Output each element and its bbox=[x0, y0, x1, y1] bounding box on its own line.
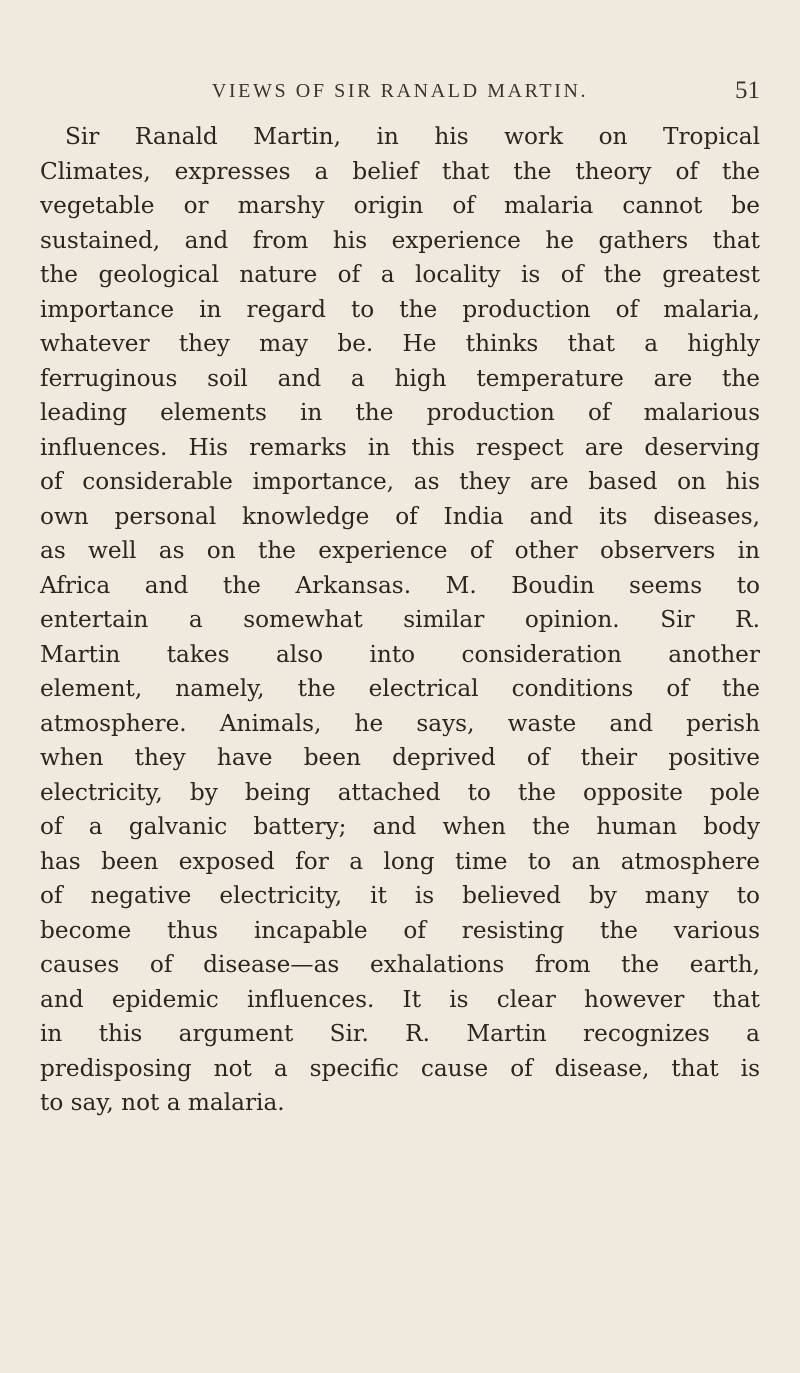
text-line: has been exposed for a long time to an atmosphere bbox=[40, 847, 760, 875]
text-line: electricity, by being attached to the opposite pole bbox=[40, 778, 760, 806]
text-line: in this argument Sir. R. Martin recognizes a bbox=[40, 1020, 760, 1047]
text-line: leading elements in the production of malarious bbox=[40, 399, 760, 426]
text-line: of a galvanic battery; and when the human body bbox=[40, 813, 760, 840]
text-line: causes of disease—as exhalations from the earth, bbox=[40, 951, 760, 978]
text-line: own personal knowledge of India and its diseases, bbox=[40, 502, 760, 530]
text-line: the geological nature of a locality is of the greatest bbox=[40, 261, 760, 288]
text-line: become thus incapable of resisting the various bbox=[40, 916, 760, 944]
paragraph bbox=[40, 120, 760, 1121]
running-title: VIEWS OF SIR RANALD MARTIN. bbox=[211, 80, 589, 102]
text-line: of negative electricity, it is believed by many to bbox=[40, 882, 760, 909]
text-line: Climates, expresses a belief that the theory of the bbox=[40, 157, 760, 185]
text-line: sustained, and from his experience he gathers that bbox=[40, 226, 760, 254]
text-line: influences. His remarks in this respect are deserving bbox=[40, 433, 760, 461]
running-head bbox=[40, 77, 760, 110]
text-line: element, namely, the electrical conditions of the bbox=[40, 675, 760, 702]
text-line: vegetable or marshy origin of malaria cannot be bbox=[40, 192, 760, 219]
text-line: predisposing not a specific cause of disease, that is bbox=[40, 1054, 760, 1082]
text-line: and epidemic influences. It is clear however that bbox=[40, 985, 760, 1013]
text-line: importance in regard to the production of malaria, bbox=[40, 295, 760, 323]
text-line: ferruginous soil and a high temperature are the bbox=[40, 364, 760, 392]
text-line: atmosphere. Animals, he says, waste and perish bbox=[40, 709, 760, 737]
text-line: to say, not a malaria. bbox=[40, 1089, 285, 1116]
text-line: as well as on the experience of other observers in bbox=[40, 537, 760, 564]
text-line: Sir Ranald Martin, in his work on Tropical bbox=[65, 123, 760, 150]
text-line: when they have been deprived of their positive bbox=[40, 744, 760, 771]
page-number: 51 bbox=[735, 77, 760, 104]
text-line: entertain a somewhat similar opinion. Sir R. bbox=[40, 606, 760, 633]
text-line: Africa and the Arkansas. M. Boudin seems to bbox=[40, 571, 760, 599]
text-line: of considerable importance, as they are based on his bbox=[40, 468, 760, 495]
text-line: Martin takes also into consideration another bbox=[40, 640, 760, 668]
text-line: whatever they may be. He thinks that a highly bbox=[40, 330, 760, 357]
